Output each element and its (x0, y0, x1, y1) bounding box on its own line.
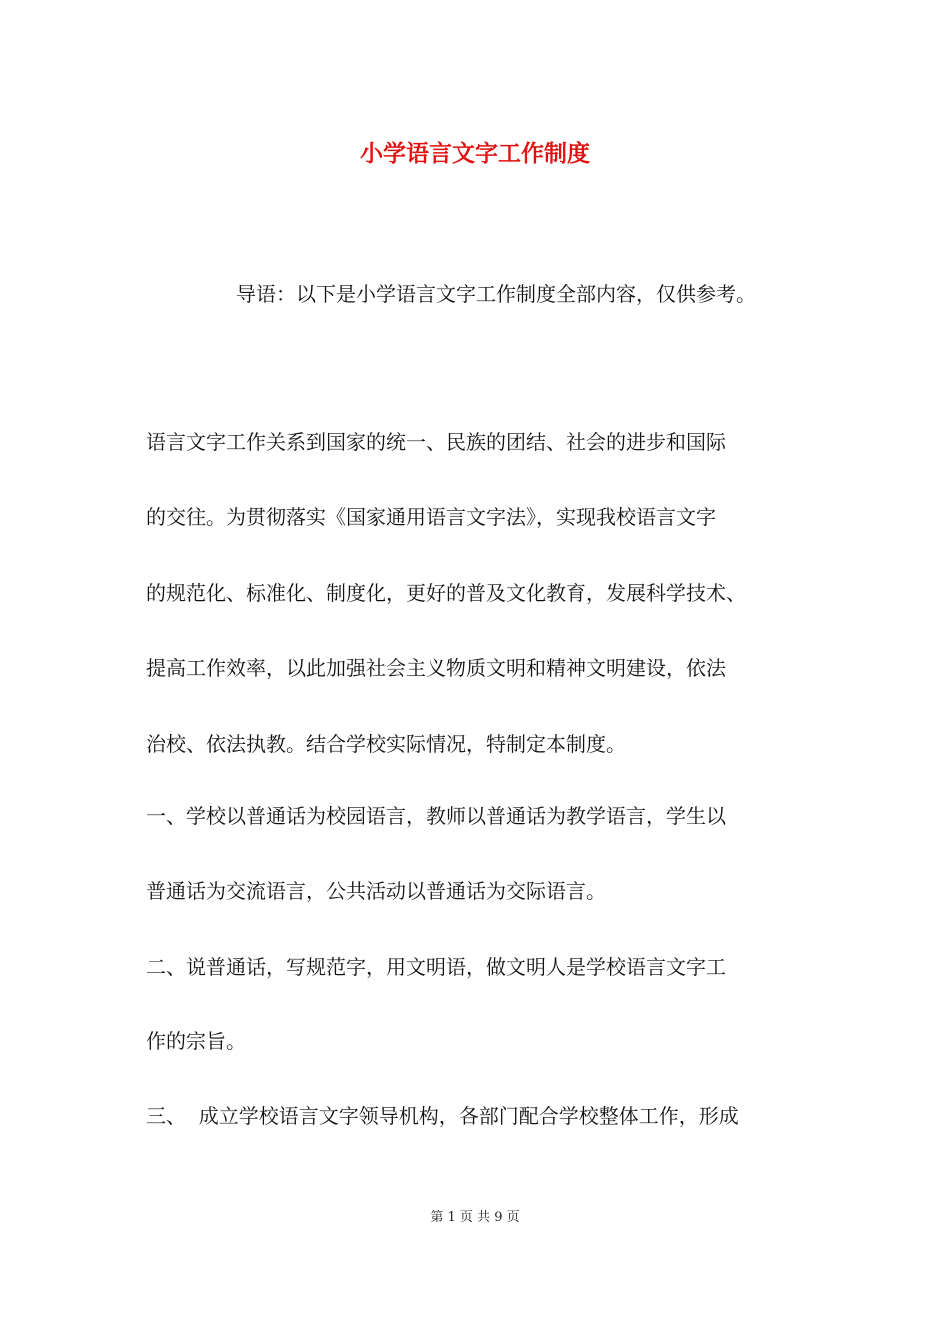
body-line: 的交往。为贯彻落实《国家通用语言文字法》，实现我校语言文字 (146, 505, 716, 529)
body-line: 作的宗旨。 (146, 1029, 246, 1053)
intro-paragraph: 导语：以下是小学语言文字工作制度全部内容，仅供参考。 (236, 282, 756, 306)
page-number-footer: 第 1 页 共 9 页 (430, 1210, 520, 1225)
body-line: 二、说普通话，写规范字，用文明语，做文明人是学校语言文字工 (146, 955, 726, 979)
body-line: 一、学校以普通话为校园语言，教师以普通话为教学语言，学生以 (146, 804, 726, 828)
body-line: 的规范化、标准化、制度化，更好的普及文化教育，发展科学技术、 (146, 581, 746, 605)
document-title: 小学语言文字工作制度 (360, 140, 590, 167)
body-line: 治校、依法执教。结合学校实际情况，特制定本制度。 (146, 732, 626, 756)
body-line: 普通话为交流语言，公共活动以普通话为交际语言。 (146, 879, 606, 903)
body-line: 三、 成立学校语言文字领导机构，各部门配合学校整体工作，形成 (146, 1104, 739, 1128)
body-line: 语言文字工作关系到国家的统一、民族的团结、社会的进步和国际 (146, 430, 726, 454)
body-line: 提高工作效率，以此加强社会主义物质文明和精神文明建设，依法 (146, 656, 726, 680)
